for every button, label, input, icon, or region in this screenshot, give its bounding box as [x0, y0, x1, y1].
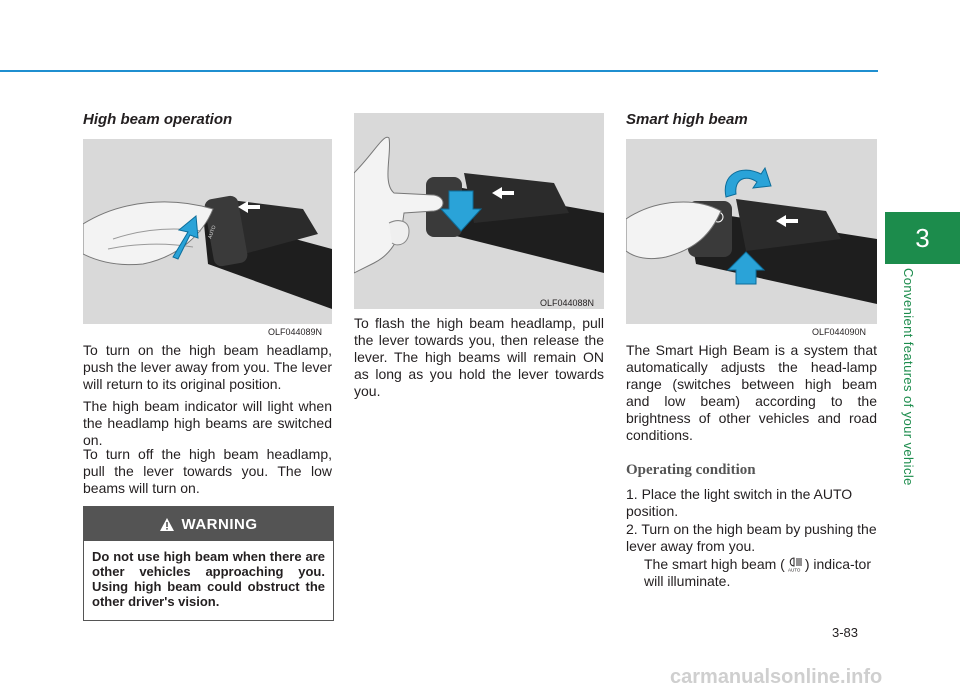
chapter-side-label	[896, 268, 920, 498]
list-item	[626, 486, 877, 520]
note-text-start: The smart high beam (	[644, 556, 785, 572]
paragraph: The high beam indicator will light when the headlamp high beams are switched on.	[83, 398, 332, 448]
figure-code: OLF044088N	[540, 298, 595, 308]
header-rule	[0, 70, 878, 72]
figure-smart-high-beam	[626, 139, 877, 324]
warning-title: WARNING	[181, 515, 258, 533]
list-item	[626, 521, 877, 555]
chapter-tab	[885, 212, 960, 264]
figure-push-lever	[83, 139, 332, 324]
warning-box	[83, 506, 334, 621]
icon-auto-label: AUTO	[787, 567, 801, 572]
figure-pull-lever	[354, 113, 604, 309]
lever-auto-text: AUTO	[207, 224, 218, 240]
smart-high-beam-icon	[785, 557, 805, 572]
list-item-note	[644, 556, 877, 590]
paragraph: To flash the high beam headlamp, pull the lever towards you, then release the lever. The high beams will remain ON as long as you hold the lever towards you.	[354, 315, 604, 399]
list-item-text: 1. Place the light switch in the AUTO position.	[626, 486, 853, 519]
watermark: carmanualsonline.info	[670, 666, 883, 688]
heading-high-beam-operation: High beam operation	[83, 111, 233, 128]
paragraph: To turn on the high beam headlamp, push the lever away from you. The lever will return to its original position.	[83, 342, 332, 392]
list-item-text: 2. Turn on the high beam by pushing the lever away from you.	[626, 521, 877, 554]
note-text-end: ) indica-tor will illuminate.	[644, 556, 871, 589]
heading-smart-high-beam: Smart high beam	[626, 111, 748, 128]
warning-header	[84, 507, 333, 541]
warning-triangle-icon	[160, 518, 174, 531]
chapter-number: 3	[915, 222, 930, 253]
figure-code: OLF044090N	[812, 327, 867, 337]
paragraph: The Smart High Beam is a system that automatically adjusts the head-lamp range (switches between high beam and low beam) according to the brightness of other vehicles and road conditions.	[626, 342, 877, 443]
subheading-operating-condition: Operating condition	[626, 462, 756, 478]
chapter-title: Convenient features of your vehicle	[901, 268, 916, 486]
paragraph: To turn off the high beam headlamp, pull the lever towards you. The low beams will turn on.	[83, 446, 332, 496]
warning-text: Do not use high beam when there are other vehicles approaching you. Using high beam could obstruct the other driver's vision.	[92, 549, 325, 609]
figure-code: OLF044089N	[268, 327, 323, 337]
page-number: 3-83	[832, 625, 859, 640]
